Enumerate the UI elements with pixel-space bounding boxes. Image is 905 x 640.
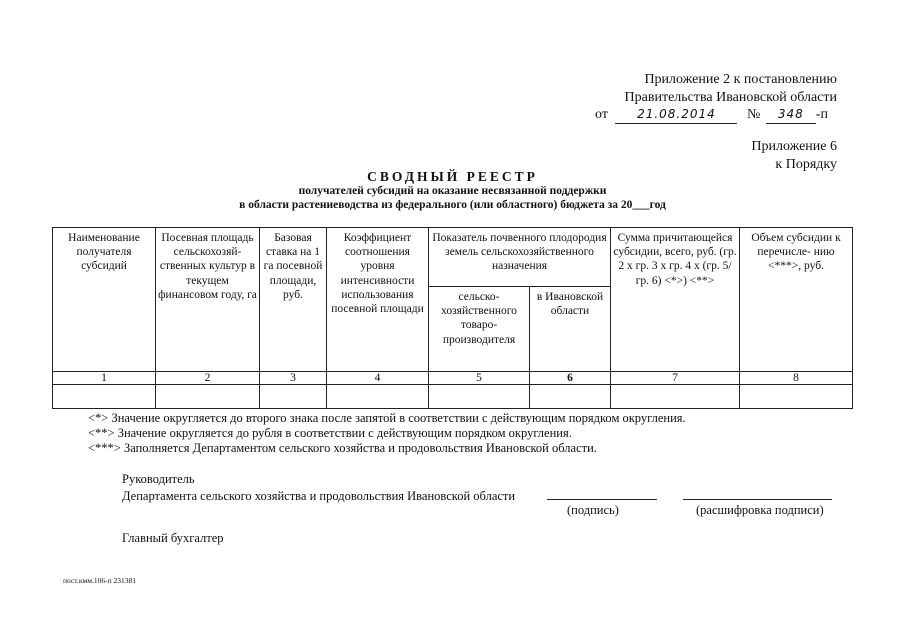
- head-title-line-1: Руководитель: [122, 472, 195, 486]
- subcol-header-region: в Ивановской области: [530, 287, 611, 372]
- appendix-line-1: Приложение 2 к постановлению: [644, 72, 837, 87]
- col-header-base-rate: Базовая ставка на 1 га посевной площади, руб.: [260, 228, 327, 372]
- column-number: 2: [156, 372, 260, 385]
- col-header-sown-area: Посевная площадь сельскохозяй- ственных культур в текущем финансовом году, га: [156, 228, 260, 372]
- header-row: [53, 228, 853, 287]
- document-code: пост.кмм.106-п 231381: [63, 576, 137, 585]
- table-cell: [530, 385, 611, 409]
- appendix-header: [625, 71, 837, 107]
- table-cell: [740, 385, 853, 409]
- signature-decoding-line: [683, 499, 832, 500]
- column-number: 6: [530, 372, 611, 385]
- table-cell: [611, 385, 740, 409]
- col-header-subsidy-sum: Сумма причитающейся субсидии, всего, руб. (гр. 2 x гр. 3 x гр. 4 x (гр. 5/гр. 6) <*>) <**>: [611, 228, 740, 372]
- table-cell: [260, 385, 327, 409]
- appendix6-line-1: Приложение 6: [751, 139, 837, 154]
- column-number: 3: [260, 372, 327, 385]
- subcol-header-producer: сельско- хозяйственного товаро- производителя: [429, 287, 530, 372]
- number-label: №: [746, 107, 761, 122]
- signature-decoding-label: (расшифровка подписи): [696, 503, 824, 517]
- signature-label: (подпись): [567, 503, 619, 517]
- col-header-intensity-coef: Коэффициент соотношения уровня интенсивности использования посевной площади: [327, 228, 429, 372]
- table-cell: [53, 385, 156, 409]
- head-title-line-2: Департамента сельского хозяйства и продовольствия Ивановской области: [122, 489, 516, 503]
- document-subtitle-1: получателей субсидий на оказание несвязанной поддержки: [298, 185, 607, 197]
- column-number: 7: [611, 372, 740, 385]
- from-label: от: [595, 107, 608, 122]
- column-number: 5: [429, 372, 530, 385]
- col-header-transfer-volume: Объем субсидии к перечисле- нию <***>, руб.: [740, 228, 853, 372]
- column-number: 8: [740, 372, 853, 385]
- table-cell: [156, 385, 260, 409]
- signature-line: [547, 499, 657, 500]
- number-suffix: -п: [815, 107, 828, 122]
- appendix6-line-2: к Порядку: [775, 157, 837, 172]
- document-subtitle-2: в области растениеводства из федерального (или областного) бюджета за 20___год: [239, 199, 666, 211]
- column-numbers-row: [53, 372, 853, 385]
- appendix-line-2: Правительства Ивановской области: [624, 90, 837, 105]
- number-value: 348: [766, 105, 816, 124]
- col-header-soil-fertility: Показатель почвенного плодородия земель сельскохозяйственного назначения: [429, 228, 611, 287]
- chief-accountant-title: Главный бухгалтер: [122, 531, 224, 545]
- table-cell: [327, 385, 429, 409]
- column-number: 1: [53, 372, 156, 385]
- col-header-recipient: Наименование получателя субсидий: [53, 228, 156, 372]
- footnote-2: <**> Значение округляется до рубля в соответствии с действующим порядком округления.: [88, 426, 572, 440]
- footnote-1: <*> Значение округляется до второго знака после запятой в соответствии с действующим порядком округления.: [88, 411, 686, 425]
- resolution-ref: [595, 105, 828, 124]
- register-table: [52, 227, 853, 409]
- footnote-3: <***> Заполняется Департаментом сельского хозяйства и продовольствия Ивановской области.: [88, 441, 597, 455]
- document-title: СВОДНЫЙ РЕЕСТР: [367, 169, 538, 184]
- table-cell: [429, 385, 530, 409]
- table-row: [53, 385, 853, 409]
- date-value: 21.08.2014: [615, 105, 737, 124]
- column-number: 4: [327, 372, 429, 385]
